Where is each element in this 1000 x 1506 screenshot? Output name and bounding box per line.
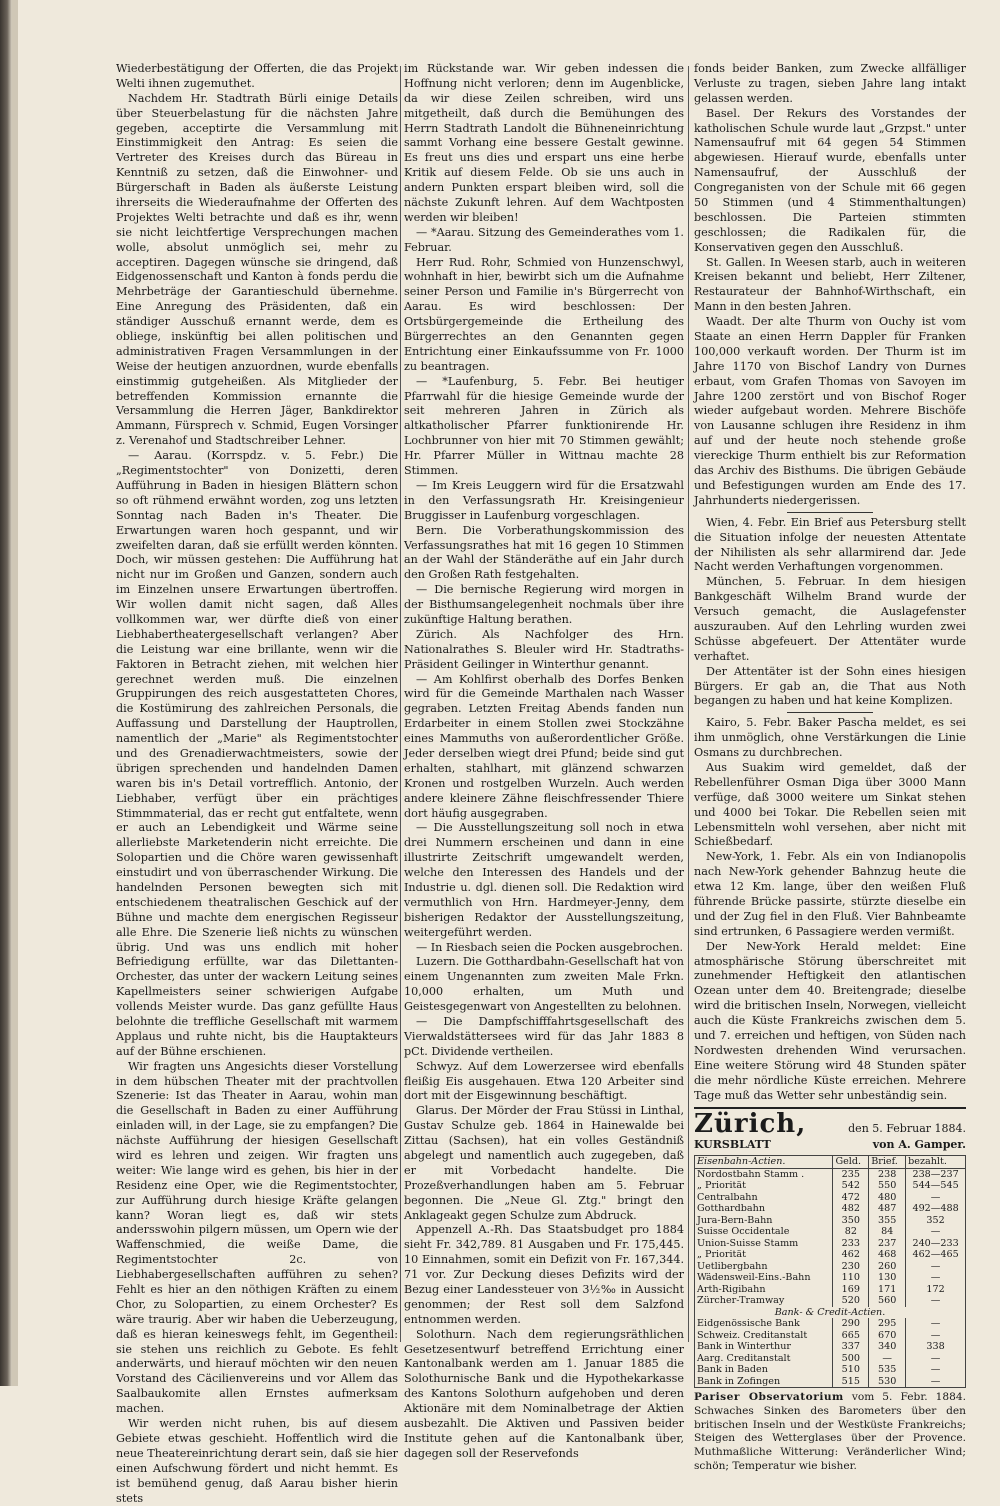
kursblatt-value: 462—465 (906, 1249, 966, 1261)
kursblatt-value: 110 (833, 1272, 869, 1284)
observatorium-report (694, 1391, 966, 1474)
kursblatt-row (695, 1318, 966, 1330)
kursblatt-value: 169 (833, 1284, 869, 1296)
article-paragraph: Wir fragten uns Angesichts dieser Vorstellung in dem hübschen Theater mit der prachtvollen Szenerie: Ist das Theater in Aarau, wohin man die Gesellschaft in Baden zu einer Aufführung einladen will, in der Lage, sie zu empfangen? Die nächste Aufführung der hiesigen Gesellschaft wird es lehren und zeigen. Wir fragten uns weiter: Wie lange wird es gehen, bis hier in der Residenz eine Oper, wie die Regimentstochter, zur Aufführung durch hiesige Kräfte gelangen kann? Woran liegt es, daß wir stets andersswohin pilgern müssen, um Opern wie der Waffenschmied, die weiße Dame, die Regimentstochter 2c. von Liebhabergesellschaften aufführen zu sehen? Fehlt es hier an den nöthigen Kräften zu einem Chor, zu Solopartien, zu einem Orchester? Es wäre traurig. Aber wir haben die Ueberzeugung, daß es hieran keineswegs fehlt, im Gegentheil: sie stehen uns reichlich zu Gebote. Es fehlt anderwärts, und hierauf möchten wir den neuen Vorstand des Cäcilienvereins und vor Allem das Saalbaukomite allen Ernstes aufmerksam machen. (116, 1059, 398, 1416)
kursblatt-column-header: Brief. (869, 1156, 906, 1169)
kursblatt-security-name: Suisse Occidentale (695, 1226, 833, 1238)
kursblatt-subheader (694, 1138, 966, 1153)
article-paragraph: — Im Kreis Leuggern wird für die Ersatzwahl in den Verfassungsrath Hr. Kreisingenieur Bruggisser in Laufenburg vorgeschlagen. (404, 478, 684, 522)
kursblatt-security-name: Bank in Baden (695, 1364, 833, 1376)
article-paragraph: Kairo, 5. Febr. Baker Pascha meldet, es sei ihm unmöglich, ohne Verstärkungen die Linie Osmans zu durchbrechen. (694, 716, 966, 760)
kursblatt-security-name: Gotthardbahn (695, 1203, 833, 1215)
kursblatt (694, 1107, 966, 1388)
kursblatt-row (695, 1261, 966, 1273)
kursblatt-column-header: Eisenbahn-Actien. (695, 1156, 833, 1169)
kursblatt-value: 500 (833, 1353, 869, 1365)
article-paragraph: Aus Suakim wird gemeldet, daß der Rebellenführer Osman Diga über 3000 Mann verfüge, daß 3000 weitere um Sinkat stehen und 4000 bei Tokar. Die Rebellen seien mit Lebensmitteln wohl versehen, aber nicht mit Schießbedarf. (694, 760, 966, 849)
kursblatt-value: — (906, 1261, 966, 1273)
kursblatt-row (695, 1272, 966, 1284)
kursblatt-security-name: Eidgenössische Bank (695, 1318, 833, 1330)
article-paragraph: Waadt. Der alte Thurm von Ouchy ist vom Staate an einen Herrn Dappler für Franken 100,000 verkauft worden. Der Thurm ist im Jahre 1170 von Bischof Landry von Durnes erbaut, vom Grafen Thomas von Savoyen im Jahre 1200 zerstört und von Bischof Roger wieder aufgebaut worden. Mehrere Bischöfe von Lausanne schlugen ihre Residenz in ihm auf und der heute noch stehende große viereckige Thurm enthielt bis zur Reformation das Archiv des Bisthums. Die übrigen Gebäude und Befestigungen wurden am Ende des 17. Jahrhunderts niedergerissen. (694, 315, 966, 507)
article-paragraph: Bern. Die Vorberathungskommission des Verfassungsrathes hat mit 16 gegen 10 Stimmen an der Wahl der Ständeräthe auf ein Jahr durch den Großen Rath festgehalten. (404, 523, 684, 582)
kursblatt-value: 492—488 (906, 1203, 966, 1215)
article-paragraph: im Rückstande war. Wir geben indessen die Hoffnung nicht verloren; denn im Augenblicke, da wir diese Zeilen schreiben, wird uns mitgetheilt, daß durch die Bemühungen des Herrn Stadtrath Landolt die Bühneneinrichtung sammt Vorhang eine bessere Gestalt gewinne. Es freut uns dies und erspart uns eine herbe Kritik auf diesem Felde. Ob sie uns auch in andern Punkten erspart bleiben wird, soll die nächste Zukunft lehren. Auf dem Wachtposten werden wir bleiben! (404, 62, 684, 224)
kursblatt-row (695, 1203, 966, 1215)
kursblatt-value: — (906, 1272, 966, 1284)
kursblatt-row (695, 1376, 966, 1388)
kursblatt-value: — (906, 1353, 966, 1365)
kursblatt-row (695, 1284, 966, 1296)
kursblatt-value: 535 (869, 1364, 906, 1376)
article-paragraph: Glarus. Der Mörder der Frau Stüssi in Linthal, Gustav Schulze geb. 1864 in Hainewalde bei Zittau (Sachsen), hat ein volles Geständniß abgelegt und namentlich auch zugegeben, daß er mit Vorbedacht handelte. Die Prozeßverhandlungen haben am 5. Februar begonnen. Die „Neue Gl. Ztg." bringt den Anklageakt gegen Schulze zum Abdruck. (404, 1104, 684, 1222)
kursblatt-table (694, 1155, 966, 1388)
kursblatt-section-row (695, 1307, 966, 1319)
kursblatt-value: 337 (833, 1341, 869, 1353)
article-paragraph: New-York, 1. Febr. Als ein von Indianopolis nach New-York gehender Bahnzug heute die etwa 12 Km. lange, über den weißen Fluß führende Brücke passirte, stürzte dieselbe ein und der Zug fiel in den Fluß. Vier Bahnbeamte sind ertrunken, 6 Passagiere werden vermißt. (694, 850, 966, 938)
kursblatt-row (695, 1249, 966, 1261)
kursblatt-city: Zürich, (694, 1109, 807, 1140)
section-separator (787, 712, 873, 713)
article-paragraph: München, 5. Februar. In dem hiesigen Bankgeschäft Wilhelm Brand wurde der Versuch gemacht, die Auslagefenster auszurauben. Auf den Lehrling wurden zwei Schüsse abgefeuert. Der Attentäter wurde verhaftet. (694, 575, 966, 663)
kursblatt-row (695, 1238, 966, 1250)
article-paragraph: — Am Kohlfirst oberhalb des Dorfes Benken wird für die Gemeinde Marthalen nach Wasser gegraben. Letzten Freitag Abends fanden nun Erdarbeiter in einem Stollen zwei Stockzähne eines Mammuths von außerordentlicher Größe. Jeder derselben wiegt drei Pfund; beide sind gut erhalten, stahlhart, mit glänzend schwarzen Kronen und rostgelben Wurzeln. Auch werden andere kleinere Zähne fleischfressender Thiere dort häufig ausgegraben. (404, 672, 684, 820)
article-paragraph: Basel. Der Rekurs des Vorstandes der katholischen Schule wurde laut „Grzpst." unter Namensaufruf mit 64 gegen 54 Stimmen abgewiesen. Hierauf wurde, ebenfalls unter Namensaufruf, der Ausschluß der Congreganisten von der Schule mit 66 gegen 50 Stimmen (und 4 Stimmenthaltungen) beschlossen. Die Parteien stimmten geschlossen; die Radikalen für, die Konservativen gegen den Ausschluß. (694, 106, 966, 254)
kursblatt-value: 238 (869, 1168, 906, 1180)
article-paragraph: Wien, 4. Febr. Ein Brief aus Petersburg stellt die Situation infolge der neuesten Attentate der Nihilisten als sehr allarmirend dar. Jede Nacht werden Verhaftungen vorgenommen. (694, 515, 966, 574)
article-paragraph: — *Aarau. Sitzung des Gemeinderathes vom 1. Februar. (404, 225, 684, 254)
kursblatt-security-name: Schweiz. Creditanstalt (695, 1330, 833, 1342)
article-paragraph: Appenzell A.-Rh. Das Staatsbudget pro 1884 sieht Fr. 342,789. 81 Ausgaben und Fr. 175,445. 10 Einnahmen, somit ein Defizit von Fr. 167,344. 71 vor. Zur Deckung dieses Defizits wird der Bezug einer Landessteuer von 3½‰ in Aussicht genommen; der Rest soll dem Salzfond entnommen werden. (404, 1223, 684, 1326)
article-paragraph: fonds beider Banken, zum Zwecke allfälliger Verluste zu tragen, sieben Jahre lang intakt gelassen werden. (694, 62, 966, 105)
article-paragraph: Nachdem Hr. Stadtrath Bürli einige Details über Steuerbelastung für die nächsten Jahre gegeben, acceptirte die Versammlung mit Einstimmigkeit den Antrag: Es seien die Vertreter des Kreises durch das Büreau in Kenntniß zu setzen, daß die Einwohner- und Bürgerschaft in Baden als äußerste Leistung ihrerseits die Wiederaufnahme der Offerten des Projektes Welti betrachte und daß es ihr, wenn sie nicht leichtfertige Versprechungen machen wolle, absolut unmöglich sei, mehr zu acceptiren. Dagegen wünsche sie dringend, daß Eidgenossenschaft und Kanton à fonds perdu die Mehrbeträge der Garantieschuld übernehme. Eine Anregung des Präsidenten, daß ein ständiger Ausschuß ernannt werde, dem es obliege, inskünftig bei allen politischen und administrativen Fragen Versammlungen in der Weise der heutigen anzuordnen, wurde ebenfalls einstimmig gutgeheißen. Als Mitglieder der betreffenden Kommission ernannte die Versammlung die Herren Jäger, Bankdirektor Ammann, Fürsprech v. Schmid, Eugen Vorsinger z. Verenahof und Stadtschreiber Lehner. (116, 91, 398, 448)
article-paragraph: Herr Rud. Rohr, Schmied von Hunzenschwyl, wohnhaft in hier, bewirbt sich um die Aufnahme seiner Person und Familie in's Bürgerrecht von Aarau. Es wird beschlossen: Der Ortsbürgergemeinde die Ertheilung des Bürgerrechtes an den Genannten gegen Entrichtung einer Einkaufssumme von Fr. 1000 zu beantragen. (404, 255, 684, 373)
article-paragraph: St. Gallen. In Weesen starb, auch in weiteren Kreisen bekannt und beliebt, Herr Ziltener, Restaurateur der Bahnhof-Wirthschaft, ein Mann in den besten Jahren. (694, 255, 966, 314)
kursblatt-date: den 5. Februar 1884. (848, 1122, 966, 1136)
kursblatt-value: 295 (869, 1318, 906, 1330)
kursblatt-section-label: Bank- & Credit-Actien. (695, 1307, 966, 1319)
kursblatt-value: 340 (869, 1341, 906, 1353)
kursblatt-table-body (695, 1168, 966, 1388)
column-3 (694, 62, 966, 1472)
article-paragraph: Der New-York Herald meldet: Eine atmosphärische Störung überschreitet mit zunehmender Heftigkeit den atlantischen Ozean unter dem 40. Breitengrade; dieselbe wird die britischen Inseln, Norwegen, vielleicht auch die Küste Frankreichs zwischen dem 5. und 7. erreichen und heftigen, von Süden nach Nordwesten drehenden Wind verursachen. Eine weitere Störung wird 48 Stunden später die mehr nördliche Küste erreichen. Mehrere Tage muß das Wetter sehr unbeständig sein. (694, 939, 966, 1102)
kursblatt-value: 550 (869, 1180, 906, 1192)
kursblatt-value: 130 (869, 1272, 906, 1284)
kursblatt-table-header (695, 1156, 966, 1169)
article-paragraph: — Die Dampfschifffahrtsgesellschaft des Vierwaldstättersees wird für das Jahr 1883 8 pCt. Dividende vertheilen. (404, 1015, 684, 1058)
kursblatt-security-name: Bank in Winterthur (695, 1341, 833, 1353)
column-1 (116, 62, 398, 1505)
kursblatt-security-name: Arth-Rigibahn (695, 1284, 833, 1296)
kursblatt-row (695, 1341, 966, 1353)
column-3-articles (694, 62, 966, 1103)
article-paragraph: Der Attentäter ist der Sohn eines hiesigen Bürgers. Er gab an, die That aus Noth begangen zu haben und hat keine Komplizen. (694, 664, 966, 708)
kursblatt-security-name: Zürcher-Tramway (695, 1295, 833, 1307)
article-paragraph: Wir werden nicht ruhen, bis auf diesem Gebiete etwas geschieht. Hoffentlich wird die neue Theatereinrichtung derart sein, daß sie hier einen Aufschwung fördert und nicht hemmt. Es ist bemühend genug, daß Aarau bisher hierin stets (116, 1417, 398, 1505)
kursblatt-value: — (906, 1192, 966, 1204)
kursblatt-value: 260 (869, 1261, 906, 1273)
kursblatt-security-name: Aarg. Creditanstalt (695, 1353, 833, 1365)
article-paragraph: Zürich. Als Nachfolger des Hrn. Nationalrathes S. Bleuler wird Hr. Stadtraths-Präsident Geilinger in Winterthur genannt. (404, 627, 684, 671)
kursblatt-value: 82 (833, 1226, 869, 1238)
kursblatt-value: 472 (833, 1192, 869, 1204)
article-paragraph: — In Riesbach seien die Pocken ausgebrochen. (416, 940, 684, 954)
article-paragraph: Schwyz. Auf dem Lowerzersee wird ebenfalls fleißig Eis ausgehauen. Etwa 120 Arbeiter sind dort mit der Eisgewinnung beschäftigt. (404, 1059, 684, 1103)
kursblatt-security-name: Jura-Bern-Bahn (695, 1215, 833, 1227)
kursblatt-value: — (906, 1364, 966, 1376)
kursblatt-value: — (906, 1376, 966, 1388)
column-rule-2 (688, 66, 689, 1342)
kursblatt-value: 352 (906, 1215, 966, 1227)
kursblatt-value: 240—233 (906, 1238, 966, 1250)
kursblatt-row (695, 1168, 966, 1180)
kursblatt-value: 462 (833, 1249, 869, 1261)
kursblatt-value: 530 (869, 1376, 906, 1388)
kursblatt-value: — (906, 1318, 966, 1330)
kursblatt-value: 487 (869, 1203, 906, 1215)
article-paragraph: — *Laufenburg, 5. Febr. Bei heutiger Pfarrwahl für die hiesige Gemeinde wurde der seit mehreren Jahren in Zürich als altkatholischer Pfarrer funktionirende Hr. Lochbrunner von hier mit 70 Stimmen gewählt; Hr. Pfarrer Müller in Wittnau machte 28 Stimmen. (404, 374, 684, 478)
kursblatt-value: 480 (869, 1192, 906, 1204)
kursblatt-value: 338 (906, 1341, 966, 1353)
kursblatt-column-header: bezahlt. (906, 1156, 966, 1169)
kursblatt-value: — (906, 1330, 966, 1342)
article-paragraph: — Die Ausstellungszeitung soll noch in etwa drei Nummern erscheinen und dann in eine illustrirte Zeitschrift umgewandelt werden, welche den Interessen des Handels und der Industrie u. dgl. dienen soll. Die Redaktion wird vermuthlich von Hrn. Hardmeyer-Jenny, dem bisherigen Redaktor der Ausstellungszeitung, weitergeführt werden. (404, 821, 684, 939)
article-paragraph: Wiederbestätigung der Offerten, die das Projekt Welti ihnen zugemuthet. (116, 62, 398, 90)
kursblatt-value: — (906, 1295, 966, 1307)
kursblatt-value: 290 (833, 1318, 869, 1330)
kursblatt-row (695, 1226, 966, 1238)
kursblatt-security-name: „ Priorität (695, 1180, 833, 1192)
kursblatt-value: — (869, 1353, 906, 1365)
kursblatt-row (695, 1215, 966, 1227)
column-rule-1 (400, 66, 401, 1342)
kursblatt-value: 238—237 (906, 1168, 966, 1180)
kursblatt-label: KURSBLATT (694, 1138, 771, 1152)
kursblatt-security-name: Centralbahn (695, 1192, 833, 1204)
observatorium-title: Pariser Observatorium (694, 1391, 844, 1404)
kursblatt-value: 355 (869, 1215, 906, 1227)
kursblatt-author: von A. Gamper. (872, 1138, 966, 1152)
kursblatt-security-name: „ Priorität (695, 1249, 833, 1261)
kursblatt-value: 665 (833, 1330, 869, 1342)
kursblatt-value: 84 (869, 1226, 906, 1238)
kursblatt-value: 237 (869, 1238, 906, 1250)
kursblatt-security-name: Bank in Zofingen (695, 1376, 833, 1388)
kursblatt-value: 235 (833, 1168, 869, 1180)
kursblatt-value: 482 (833, 1203, 869, 1215)
kursblatt-value: 172 (906, 1284, 966, 1296)
article-paragraph: Solothurn. Nach dem regierungsräthlichen Gesetzesentwurf betreffend Errichtung einer Kantonalbank werden am 1. Januar 1885 die Solothurnische Bank und die Hypothekarkasse des Kantons Solothurn aufgehoben und deren Aktionäre mit dem Nominalbetrage der Aktien ausbezahlt. Die Aktiven und Passiven beider Institute gehen auf die Kantonalbank über, dagegen soll der Reservefonds (404, 1327, 684, 1460)
kursblatt-value: 515 (833, 1376, 869, 1388)
kursblatt-value: 560 (869, 1295, 906, 1307)
column-2 (404, 62, 684, 1460)
kursblatt-value: 171 (869, 1284, 906, 1296)
book-binding (0, 0, 12, 1386)
kursblatt-header (694, 1109, 966, 1140)
page-gutter (12, 0, 18, 1386)
kursblatt-row (695, 1330, 966, 1342)
kursblatt-row (695, 1364, 966, 1376)
article-paragraph: — Aarau. (Korrspdz. v. 5. Febr.) Die „Regimentstochter" von Donizetti, deren Aufführung in Baden in hiesigen Blättern schon so oft rühmend erwähnt worden, zog uns letzten Sonntag nach Baden in's Theater. Die Erwartungen waren hoch gespannt, und wir zweifelten daran, daß sie erfüllt werden könnten. Doch, wir müssen gestehen: Die Aufführung hat nicht nur im Großen und Ganzen, sondern auch im Einzelnen unsere Erwartungen übertroffen. Wir wollen damit nicht sagen, daß Alles vollkommen war, wer dürfte dieß von einer Liebhabertheatergesellschaft verlangen? Aber die Leistung war eine brillante, wenn wir die Faktoren in Betracht ziehen, mit welchen hier gerechnet werden muß. Die einzelnen Gruppirungen des reich ausgestatteten Chores, die Kostümirung des zahlreichen Personals, die Auffassung und Darstellung der Hauptrollen, namentlich der „Marie" als Regimentstochter und des Grenadierwachtmeisters, sowie der übrigen sprechenden und handelnden Damen waren bis in's Detail vortrefflich. Antonio, der Liebhaber, verfügt über ein prächtiges Stimmmaterial, das er recht gut entfaltete, wenn er auch an Lebendigkeit und Wärme seine allerliebste Marketenderin nicht erreichte. Die Solopartien und die Chöre waren gewissenhaft einstudirt und von überraschender Wirkung. Die handelnden Personen bewegten sich mit entschiedenem theatralischen Geschick auf der Bühne und machte dem energischen Regisseur alle Ehre. Die Szenerie ließ nichts zu wünschen übrig. Und was uns endlich mit hoher Befriedigung erfüllte, war das Dilettanten-Orchester, das unter der wackern Leitung seines Kapellmeisters seiner schwierigen Aufgabe vollends Meister wurde. Das ganz gefüllte Haus belohnte die treffliche Gesellschaft mit warmem Applaus und ruhte nicht, bis die Hauptakteurs auf der Bühne erschienen. (116, 449, 398, 1058)
kursblatt-value: 520 (833, 1295, 869, 1307)
article-paragraph: Luzern. Die Gotthardbahn-Gesellschaft hat von einem Ungenannten zum zweiten Male Frkn. 10,000 erhalten, um Muth und Geistesgegenwart von Angestellten zu belohnen. (404, 955, 684, 1014)
section-separator (787, 512, 873, 513)
kursblatt-value: 544—545 (906, 1180, 966, 1192)
kursblatt-value: 510 (833, 1364, 869, 1376)
kursblatt-value: 350 (833, 1215, 869, 1227)
kursblatt-row (695, 1180, 966, 1192)
kursblatt-security-name: Uetlibergbahn (695, 1261, 833, 1273)
kursblatt-value: 670 (869, 1330, 906, 1342)
kursblatt-column-header: Geld. (833, 1156, 869, 1169)
kursblatt-row (695, 1295, 966, 1307)
kursblatt-security-name: Union-Suisse Stamm (695, 1238, 833, 1250)
kursblatt-value: 542 (833, 1180, 869, 1192)
kursblatt-row (695, 1192, 966, 1204)
kursblatt-value: — (906, 1226, 966, 1238)
kursblatt-value: 233 (833, 1238, 869, 1250)
observatorium-text: Schwaches Sinken des Barometers über den britischen Inseln und der Westküste Frankreichs; Steigen des Wetterglases über der Provence. Muthmaßliche Witterung: Veränderlicher Wind; schön; Temperatur wie bisher. (694, 1404, 966, 1472)
kursblatt-value: 468 (869, 1249, 906, 1261)
kursblatt-security-name: Nordostbahn Stamm . (695, 1168, 833, 1180)
observatorium-date: vom 5. Febr. 1884. (851, 1391, 966, 1404)
kursblatt-row (695, 1353, 966, 1365)
kursblatt-security-name: Wädensweil-Eins.-Bahn (695, 1272, 833, 1284)
article-paragraph: — Die bernische Regierung wird morgen in der Bisthumsangelegenheit nochmals über ihre zukünftige Haltung berathen. (404, 583, 684, 626)
kursblatt-value: 230 (833, 1261, 869, 1273)
